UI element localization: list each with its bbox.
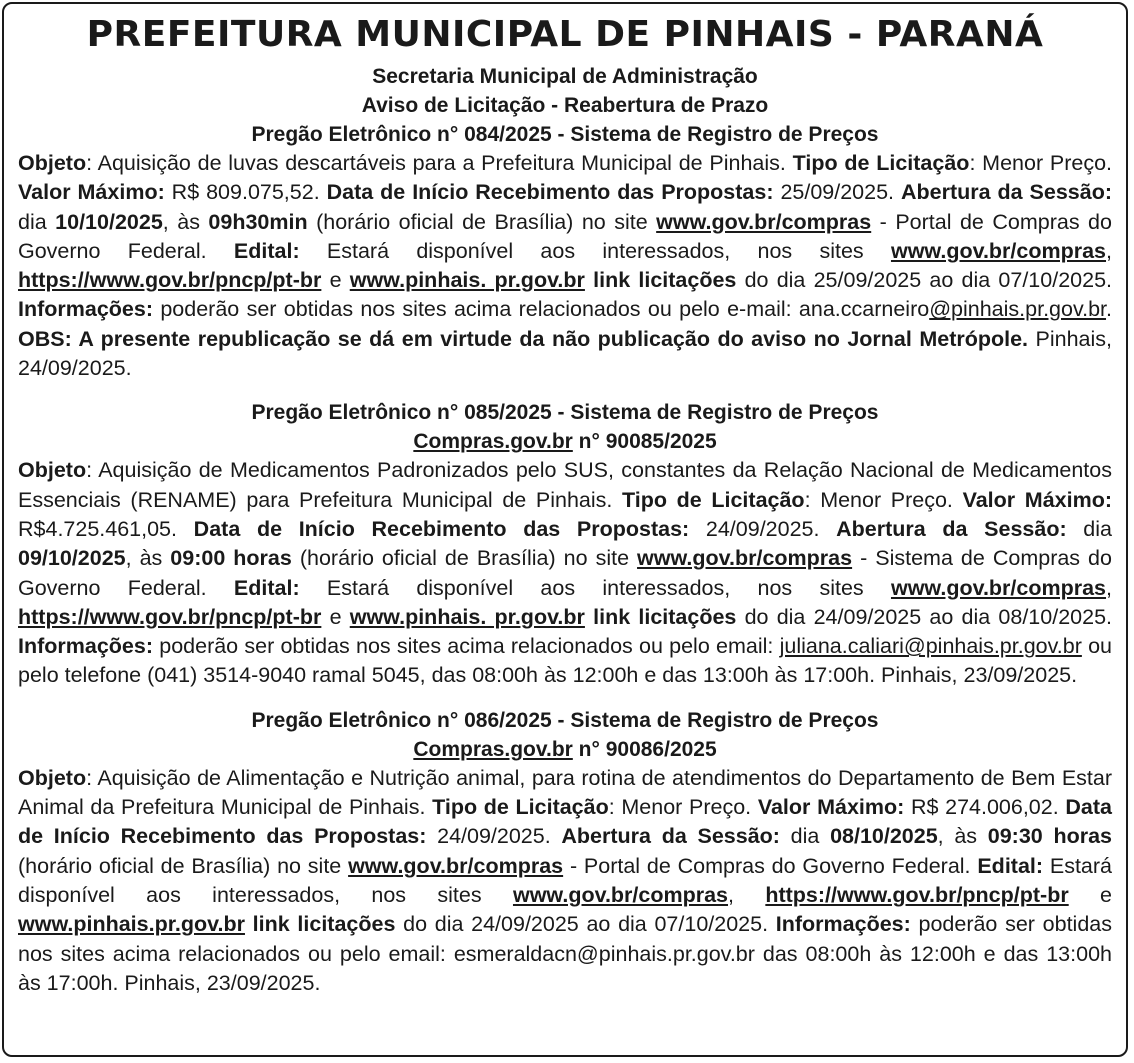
page-title: PREFEITURA MUNICIPAL DE PINHAIS - PARANÁ (86, 14, 1044, 55)
text-segment: : Menor Preço. (804, 487, 963, 512)
session-date: 09/10/2025 (18, 546, 126, 571)
notice-084 (18, 120, 1112, 383)
text-segment: do dia 24/09/2025 ao dia 08/10/2025. (736, 604, 1112, 629)
notice-body (18, 149, 1112, 383)
label-data-inicio: Data de Início Recebimento das Propostas: (18, 795, 1112, 849)
email-link[interactable]: @pinhais.pr.gov.br (929, 297, 1107, 322)
notice-frame (2, 2, 1128, 1057)
text-segment: : Menor Preço. (969, 151, 1112, 175)
link-pinhais[interactable]: www.pinhais. pr.gov.br (349, 268, 585, 293)
label-valor: Valor Máximo: (757, 795, 905, 820)
obs-note: OBS: A presente republicação se dá em virtude da não publicação do aviso no Jornal Metrópole. (18, 326, 1029, 351)
label-link-licitacoes: link licitações (584, 604, 737, 629)
text-segment: do dia 24/09/2025 ao dia 07/10/2025. (395, 912, 776, 937)
label-tipo: Tipo de Licitação (622, 487, 805, 512)
notice-heading: Pregão Eletrônico n° 086/2025 - Sistema de Registro de Preços (251, 708, 879, 732)
notice-body (18, 456, 1112, 690)
label-link-licitacoes: link licitações (584, 268, 737, 293)
label-abertura: Abertura da Sessão: (561, 824, 780, 849)
link-pncp[interactable]: https://www.gov.br/pncp/pt-br (18, 268, 322, 293)
text-segment: e (1068, 882, 1113, 907)
email-link[interactable]: juliana.caliari@pinhais.pr.gov.br (779, 634, 1082, 659)
label-link-licitacoes: link licitações (244, 912, 396, 937)
label-abertura: Abertura da Sessão: (900, 180, 1113, 205)
session-time: 09:30 horas (987, 824, 1113, 849)
link-compras[interactable]: www.gov.br/compras (890, 238, 1107, 263)
label-informacoes: Informações: (775, 912, 911, 937)
text-segment: , (1106, 238, 1112, 263)
label-abertura: Abertura da Sessão: (836, 516, 1067, 541)
text-segment: (horário oficial de Brasília) no site (307, 209, 657, 234)
label-objeto: Objeto (18, 151, 87, 175)
text-segment: (horário oficial de Brasília) no site (291, 546, 638, 571)
text-segment: - Sistema de Compras do Governo Federal. (18, 546, 1112, 600)
text-segment: , às (937, 824, 988, 849)
label-informacoes: Informações: (18, 297, 154, 322)
notice-subheading (18, 735, 1112, 764)
text-segment: poderão ser obtidas nos sites acima relacionados ou pelo e-mail: ana.ccarneiro (153, 297, 930, 322)
label-tipo: Tipo de Licitação (432, 795, 609, 820)
notice-heading: Pregão Eletrônico n° 085/2025 - Sistema de Registro de Preços (251, 401, 879, 425)
link-pinhais[interactable]: www.pinhais.pr.gov.br (18, 912, 245, 937)
text-segment: : Aquisição de Medicamentos Padronizados pelo SUS, constantes da Relação Nacional de Medicamentos Essenciais (RENAME) para Prefeitura Municipal de Pinhais. (18, 458, 1112, 512)
text-segment: do dia 25/09/2025 ao dia 07/10/2025. (736, 268, 1112, 293)
text-segment: Estará disponível aos interessados, nos sites (299, 575, 891, 600)
text-segment: dia (18, 209, 56, 234)
link-compras[interactable]: www.gov.br/compras (890, 575, 1107, 600)
text-segment: 24/09/2025. (689, 516, 837, 541)
text-segment: - Portal de Compras do Governo Federal. (18, 209, 1112, 263)
link-compras[interactable]: www.gov.br/compras (637, 546, 853, 571)
text-segment: dia (1066, 516, 1113, 541)
text-segment: , às (125, 546, 171, 571)
text-segment: 24/09/2025. (426, 824, 562, 849)
notice-body (18, 764, 1112, 998)
text-segment: (horário oficial de Brasília) no site (18, 853, 349, 878)
label-valor: Valor Máximo: (962, 487, 1112, 512)
process-number: n° 90086/2025 (572, 737, 717, 761)
text-segment: e (321, 268, 350, 293)
text-segment: poderão ser obtidas nos sites acima relacionados ou pelo email: esmeraldacn@pinhais.pr.gov.br das 08:00h às 12:00h e das 13:00h às 17:00h. Pinhais, 23/09/2025. (18, 912, 1112, 995)
notice-heading: Pregão Eletrônico n° 084/2025 - Sistema de Registro de Preços (251, 123, 879, 146)
session-date: 10/10/2025 (55, 209, 163, 234)
text-segment: R$ 809.075,52. (164, 180, 327, 205)
label-informacoes: Informações: (18, 634, 154, 659)
text-segment: poderão ser obtidas nos sites acima relacionados ou pelo email: (153, 634, 780, 659)
label-edital: Edital: (233, 575, 300, 600)
process-number: n° 90085/2025 (572, 430, 717, 454)
text-segment: : Aquisição de luvas descartáveis para a Prefeitura Municipal de Pinhais. (86, 151, 793, 175)
session-time: 09h30min (208, 209, 308, 234)
text-segment: R$ 274.006,02. (904, 795, 1066, 820)
link-compras-gov[interactable]: Compras.gov.br (413, 737, 573, 761)
text-segment: : Aquisição de Alimentação e Nutrição animal, para rotina de atendimentos do Departamento de Bem Estar Animal da Prefeitura Municipal de Pinhais. (18, 765, 1112, 820)
text-segment: , (728, 882, 766, 907)
text-segment: Estará disponível aos interessados, nos sites (299, 238, 891, 263)
link-compras[interactable]: www.gov.br/compras (348, 853, 564, 878)
session-date: 08/10/2025 (830, 824, 938, 849)
text-segment: Pinhais, 24/09/2025. (18, 326, 1112, 381)
label-data-inicio: Data de Início Recebimento das Propostas: (326, 180, 774, 205)
session-time: 09:00 horas (170, 546, 292, 571)
notice-085 (18, 398, 1112, 690)
text-segment: , (1106, 575, 1112, 600)
text-segment: Estará disponível aos interessados, nos sites (18, 853, 1112, 907)
link-pncp[interactable]: https://www.gov.br/pncp/pt-br (765, 882, 1069, 907)
notice-086 (18, 706, 1112, 998)
notice-type-line: Aviso de Licitação - Reabertura de Prazo (361, 94, 769, 117)
spacer (18, 383, 1112, 398)
text-segment: dia (779, 824, 831, 849)
label-tipo: Tipo de Licitação (792, 151, 970, 175)
label-objeto: Objeto (18, 458, 87, 483)
link-pinhais[interactable]: www.pinhais. pr.gov.br (349, 604, 585, 629)
department-line: Secretaria Municipal de Administração (372, 65, 758, 88)
text-segment: 25/09/2025. (773, 180, 901, 205)
spacer (18, 691, 1112, 706)
text-segment: . (1106, 297, 1112, 322)
text-segment: , às (162, 209, 209, 234)
label-valor: Valor Máximo: (18, 180, 165, 205)
label-edital: Edital: (977, 853, 1044, 878)
text-segment: e (321, 604, 350, 629)
link-compras-gov[interactable]: Compras.gov.br (413, 430, 573, 454)
text-segment: R$4.725.461,05. (18, 516, 194, 541)
text-segment: ou pelo telefone (041) 3514-9040 ramal 5045, das 08:00h às 12:00h e das 13:00h às 17:00h. Pinhais, 23/09/2025. (18, 634, 1113, 688)
text-segment: - Portal de Compras do Governo Federal. (563, 853, 978, 878)
label-objeto: Objeto (18, 765, 87, 790)
link-compras[interactable]: www.gov.br/compras (512, 882, 729, 907)
link-pncp[interactable]: https://www.gov.br/pncp/pt-br (18, 604, 322, 629)
label-data-inicio: Data de Início Recebimento das Propostas: (193, 516, 690, 541)
text-segment: : Menor Preço. (608, 795, 758, 820)
label-edital: Edital: (233, 238, 300, 263)
link-compras[interactable]: www.gov.br/compras (656, 209, 872, 234)
notice-subheading (18, 427, 1112, 456)
